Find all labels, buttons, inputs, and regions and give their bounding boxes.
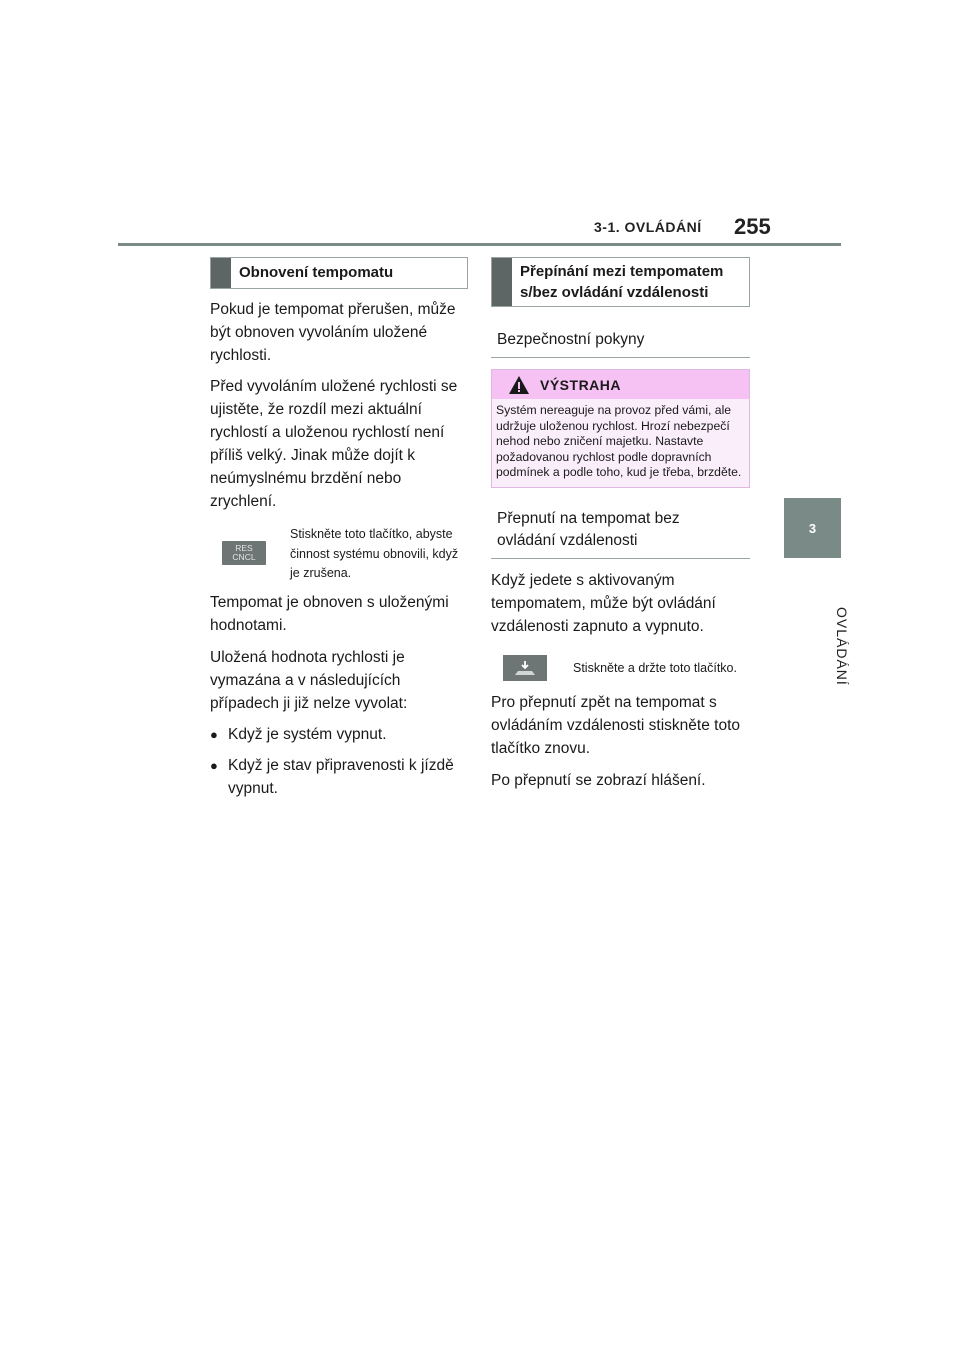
paragraph: Pokud je tempomat přerušen, může být obnoven vyvoláním uložené rychlosti. [210,301,456,364]
bullet-list [210,723,468,800]
button-caption: Stiskněte a držte toto tlačítko. [573,660,737,675]
res-cncl-button-icon: RES CNCL [222,541,266,565]
button-instruction [491,655,750,681]
right-column [491,257,750,792]
section-heading-text: Obnovení tempomatu [239,264,394,281]
warning-title: VÝSTRAHA [540,376,622,393]
section-heading-switch [491,257,750,307]
paragraph: Tempomat je obnoven s uloženými hodnotami. [210,593,449,634]
heading-bar [211,258,231,288]
chapter-label: OVLÁDÁNÍ [834,607,850,686]
list-item: ● Když je stav připravenosti k jízdě vypnut. [210,754,468,800]
button-caption: Stiskněte toto tlačítko, abyste činnost systému obnovili, když je zrušena. [290,527,459,580]
section-heading-text: Přepínání mezi tempomatem s/bez ovládání vzdálenosti [520,263,724,301]
header-rule [118,243,841,246]
heading-bar [492,258,512,306]
subheading-safety: Bezpečnostní pokyny [491,329,750,358]
chapter-tab[interactable] [784,498,841,558]
warning-header [492,370,749,399]
distance-control-icon [512,659,538,677]
bullet-icon: ● [210,757,218,773]
bullet-icon: ● [210,726,218,742]
paragraph: Po přepnutí se zobrazí hlášení. [491,771,706,789]
page-number: 255 [734,214,771,239]
section-title: 3-1. OVLÁDÁNÍ [594,219,702,235]
subheading-switch: Přepnutí na tempomat bez ovládání vzdálenosti [497,509,680,549]
chapter-number: 3 [808,520,817,536]
list-item: ● Když je systém vypnut. [210,723,468,746]
warning-triangle-icon [508,375,530,395]
section-heading-resume [210,257,468,289]
button-instruction [210,525,468,584]
left-column [210,257,468,800]
warning-text: Systém nereaguje na provoz před vámi, ale udržuje uloženou rychlost. Hrozí nebezpečí nehod nebo zničení majetku. Nastavte požadovanou rychlost podle dopravních podmínek a podle toho, kud je třeba, brzděte. [496,403,742,479]
paragraph: Uložená hodnota rychlosti je vymazána a v následujících případech ji již nelze vyvolat: [210,648,408,712]
paragraph: Když jedete s aktivovaným tempomatem, může být ovládání vzdálenosti zapnuto a vypnuto. [491,571,716,635]
distance-control-button-icon [503,655,547,681]
paragraph: Pro přepnutí zpět na tempomat s ovládáním vzdálenosti stiskněte toto tlačítko znovu. [491,693,740,757]
paragraph: Před vyvoláním uložené rychlosti se ujistěte, že rozdíl mezi aktuální rychlostí a uloženou rychlostí není příliš velký. Jinak může dojít k neúmyslnému brzdění nebo zrychlení. [210,378,458,510]
warning-box [491,369,750,488]
